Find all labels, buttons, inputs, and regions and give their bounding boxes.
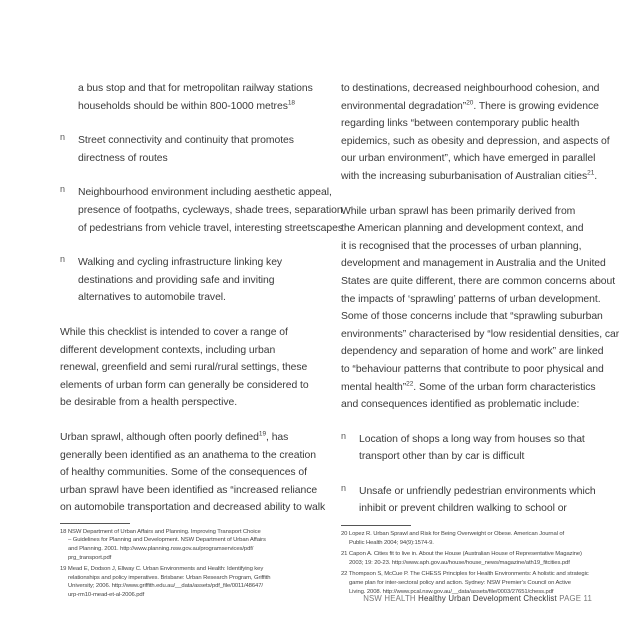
paragraph bbox=[341, 80, 610, 186]
paragraph bbox=[341, 203, 620, 414]
text-line: destinations and providing safe and inviting bbox=[78, 274, 275, 286]
text-line: mental health”$^{22}$. Some of the urban form characteristics bbox=[341, 380, 596, 393]
footer-org: NSW HEALTH bbox=[363, 594, 416, 603]
footnote-divider bbox=[60, 523, 130, 524]
footer-page-number: PAGE 11 bbox=[559, 594, 592, 603]
text-line: to destinations, decreased neighbourhood cohesion, and bbox=[341, 83, 600, 94]
text-line: elements of urban form can generally be considered to bbox=[60, 379, 309, 391]
text-line: regarding links “between contemporary public health bbox=[341, 118, 580, 130]
text-line: the American planning and development context, and bbox=[341, 223, 584, 235]
list-item bbox=[60, 254, 312, 307]
text-line: urban sprawl have been identified as “increased reliance bbox=[60, 484, 318, 496]
text-line: and consequences identified as problematic include: bbox=[341, 399, 580, 411]
footnote-link[interactable]: urp-rm10-mead-et-al-2006.pdf bbox=[68, 592, 145, 599]
text-line: renewal, greenfield and semi rural/rural settings, these bbox=[60, 362, 308, 374]
footnote-ref[interactable]: 19 bbox=[258, 430, 267, 438]
footnote-ref[interactable]: 21 bbox=[587, 169, 595, 177]
paragraph bbox=[60, 324, 312, 412]
bullet-icon: n bbox=[60, 254, 66, 265]
footnote-line: and Planning. 2001. http://www.planning.nsw.gov.au/programservices/pdf/ bbox=[68, 546, 254, 553]
text-line: development and management in Australia and the United bbox=[341, 258, 606, 270]
bullet-icon: n bbox=[341, 430, 347, 441]
text-line: epidemics, such as obesity and depression, and aspects of bbox=[341, 135, 610, 147]
footnote-ref[interactable]: 22 bbox=[406, 380, 414, 388]
footnote-line: University; 2006. http://www.griffith.edu.au/__data/assets/pdf_file/0011/48647/ bbox=[68, 583, 263, 590]
footnote-divider bbox=[341, 525, 411, 526]
text-line: Walking and cycling infrastructure linking key bbox=[78, 257, 283, 269]
text-line: our urban environment”, which have emerged in parallel bbox=[341, 153, 596, 165]
footnote-line: game plan for inter-sectoral policy and action. Sydney: NSW Premier’s Council on Active bbox=[349, 580, 571, 587]
text-line: Some of those concerns include that “sprawling suburban bbox=[341, 311, 603, 323]
text-line: dependency and separation of home and work” are linked bbox=[341, 346, 604, 358]
text-line: of healthy communities. Some of the consequences of bbox=[60, 467, 307, 479]
text-line: Street connectivity and continuity that promotes bbox=[78, 135, 294, 147]
bullet-icon: n bbox=[341, 482, 347, 493]
page-footer bbox=[363, 594, 592, 603]
text-line: it is recognised that the processes of urban planning, bbox=[341, 240, 582, 252]
list-item bbox=[341, 482, 596, 518]
footnotes bbox=[341, 530, 593, 596]
text-line: transport other than by car is difficult bbox=[359, 451, 525, 463]
text-line: with the increasing suburbanisation of Australian cities$^{21}$. bbox=[341, 169, 598, 182]
text-line: the impacts of ‘sprawling’ patterns of urban development. bbox=[341, 293, 601, 305]
text-line: environments” characterised by “low residential densities, car bbox=[341, 328, 620, 340]
list-item bbox=[60, 184, 343, 237]
text-line: While this checklist is intended to cover a range of bbox=[60, 326, 288, 338]
text-line: Location of shops a long way from houses so that bbox=[359, 433, 585, 445]
text-line: Unsafe or unfriendly pedestrian environments which bbox=[359, 485, 596, 497]
text-line: generally been identified as an anathema to the creation bbox=[60, 449, 316, 461]
footnote-line: 22 Thompson S, McCue P. The CHESS Principles for Health Environments: A holistic and strategic bbox=[341, 571, 589, 578]
text-line: be desirable from a health perspective. bbox=[60, 397, 238, 409]
text-line: While urban sprawl has been primarily derived from bbox=[341, 205, 576, 217]
footnote-ref[interactable]: 18 bbox=[287, 99, 295, 107]
text-line: presence of footpaths, cycleways, shade trees, separation bbox=[78, 204, 343, 216]
footnote-line: relationships and policy imperatives. Brisbane: Urban Research Program, Griffith bbox=[68, 574, 271, 581]
footnote-link[interactable]: 2003; 19: 20-23. http://www.aph.gov.au/house/house_news/magazine/ath19_fitcities.pdf bbox=[349, 559, 570, 566]
text-line: different development contexts, including urban bbox=[60, 344, 276, 356]
footnote-line: – Guidelines for Planning and Development. NSW Department of Urban Affairs bbox=[68, 537, 266, 544]
footnote-ref[interactable]: 20 bbox=[466, 99, 474, 107]
footer-doc-title: Healthy Urban Development Checklist bbox=[418, 594, 557, 603]
text-line: Urban sprawl, although often poorly defined$^{19}$, has bbox=[60, 430, 289, 443]
text-line: alternatives to automobile travel. bbox=[78, 292, 226, 304]
text-line: households should be within 800-1000 metres$^{18}$ bbox=[78, 99, 295, 112]
footnote-link[interactable]: Living. 2008. http://www.pcal.nsw.gov.au/__data/assets/file/0003/27651/chess.pdf bbox=[349, 588, 554, 595]
footnote-line: Public Health 2004; 94(9):1574-9. bbox=[349, 539, 434, 546]
text-line: a bus stop and that for metropolitan railway stations bbox=[78, 83, 313, 94]
list-item bbox=[341, 431, 593, 466]
text-line: directness of routes bbox=[78, 152, 168, 164]
left-column bbox=[60, 80, 343, 600]
footnote-line: 18 NSW Department of Urban Affairs and Planning. Improving Transport Choice bbox=[60, 528, 261, 535]
list-item bbox=[60, 132, 312, 167]
text-line: States are quite different, there are common concerns about bbox=[341, 275, 616, 287]
footnote-link[interactable]: prg_transport.pdf bbox=[68, 554, 112, 561]
footnotes bbox=[60, 528, 312, 600]
text-line: Neighbourhood environment including aesthetic appeal, bbox=[78, 187, 332, 199]
footnote-line: 19 Mead E, Dodson J, Ellway C. Urban Environments and Health: Identifying key bbox=[60, 566, 264, 573]
right-column bbox=[341, 80, 620, 596]
paragraph bbox=[60, 429, 326, 517]
text-line: to “behaviour patterns that contribute to poor physical and bbox=[341, 363, 604, 375]
text-line: of pedestrians from vehicle travel, interesting streetscapes bbox=[78, 222, 343, 234]
footnote-line: 21 Capon A. Cities fit to live in. About the House (Australian House of Representative Magazine) bbox=[341, 551, 582, 558]
bullet-icon: n bbox=[60, 132, 66, 143]
text-line: environmental degradation”$^{20}$. There is growing evidence bbox=[341, 99, 599, 112]
text-line: inhibit or prevent children walking to school or bbox=[359, 503, 567, 515]
footnote-line: 20 Lopez R. Urban Sprawl and Risk for Being Overweight or Obese. American Journal of bbox=[341, 531, 565, 538]
bullet-icon: n bbox=[60, 184, 66, 195]
text-line: on automobile transportation and decreased ability to walk bbox=[60, 502, 326, 514]
